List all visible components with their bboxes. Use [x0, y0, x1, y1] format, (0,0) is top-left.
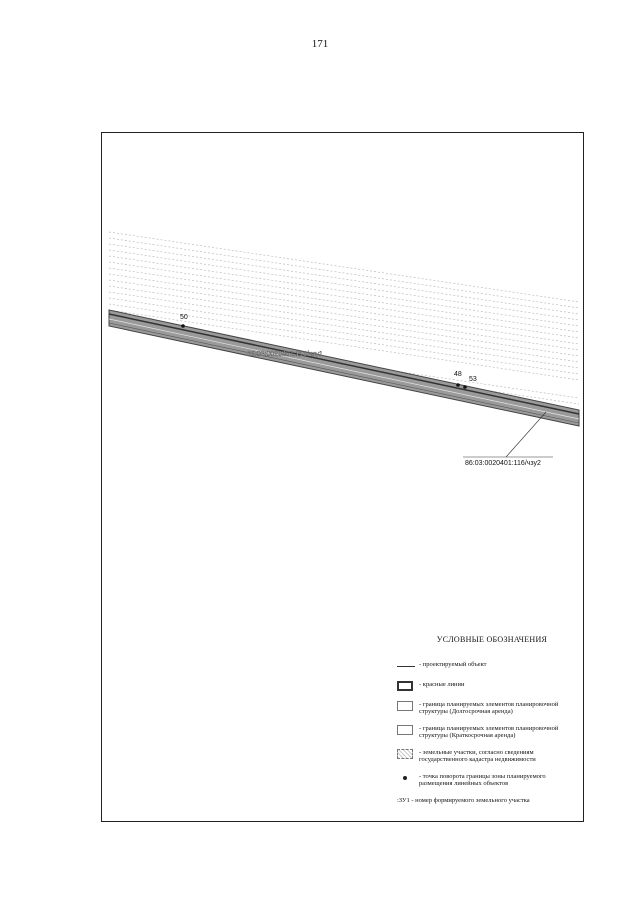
legend-item-short-term-lease: - граница планируемых элементов планировочной структуры (Краткосрочная аренда) — [397, 725, 579, 740]
label-point-50: 50 — [180, 314, 188, 321]
legend-item-red-lines: - красные линии — [397, 681, 579, 692]
legend-item-turn-point: - точка поворота границы зоны планируемого размещения линейных объектов — [397, 773, 579, 788]
legend-item-cadastral-parcels: - земельные участки, согласно сведениям государственного кадастра недвижимости — [397, 749, 579, 764]
turn-point-53 — [463, 385, 467, 389]
legend-item-projected-object: - проектируемый объект — [397, 661, 579, 672]
line-symbol-icon — [397, 661, 415, 672]
legend-title: УСЛОВНЫЕ ОБОЗНАЧЕНИЯ — [436, 635, 548, 644]
legend — [397, 636, 579, 804]
label-parcel-zu1: 86:03:0020401:116/чзу1 — [247, 351, 323, 358]
turn-point-48 — [456, 383, 460, 387]
red-line-symbol-icon — [397, 681, 415, 692]
label-point-53: 53 — [469, 376, 477, 383]
legend-footer: :ЗУ1 - номер формируемого земельного участка — [397, 796, 530, 804]
red-line-top — [109, 314, 579, 414]
label-point-48: 48 — [454, 371, 462, 378]
parcel-leader — [506, 412, 546, 457]
planned-zone-band — [109, 310, 579, 426]
projected-object-line — [109, 319, 579, 419]
cadastral-hatch — [109, 232, 579, 410]
legend-item-long-term-lease: - граница планируемых элементов планировочной структуры (Долгосрочная аренда) — [397, 701, 579, 716]
label-parcel-zu2: 86:03:0020401:116/чзу2 — [465, 460, 541, 467]
page-number: 171 — [311, 38, 329, 50]
turn-point-50 — [181, 324, 185, 328]
dot-symbol-icon — [397, 773, 415, 784]
hatch-symbol-icon — [397, 749, 415, 760]
boundary-box-icon — [397, 725, 415, 736]
boundary-box-icon — [397, 701, 415, 712]
